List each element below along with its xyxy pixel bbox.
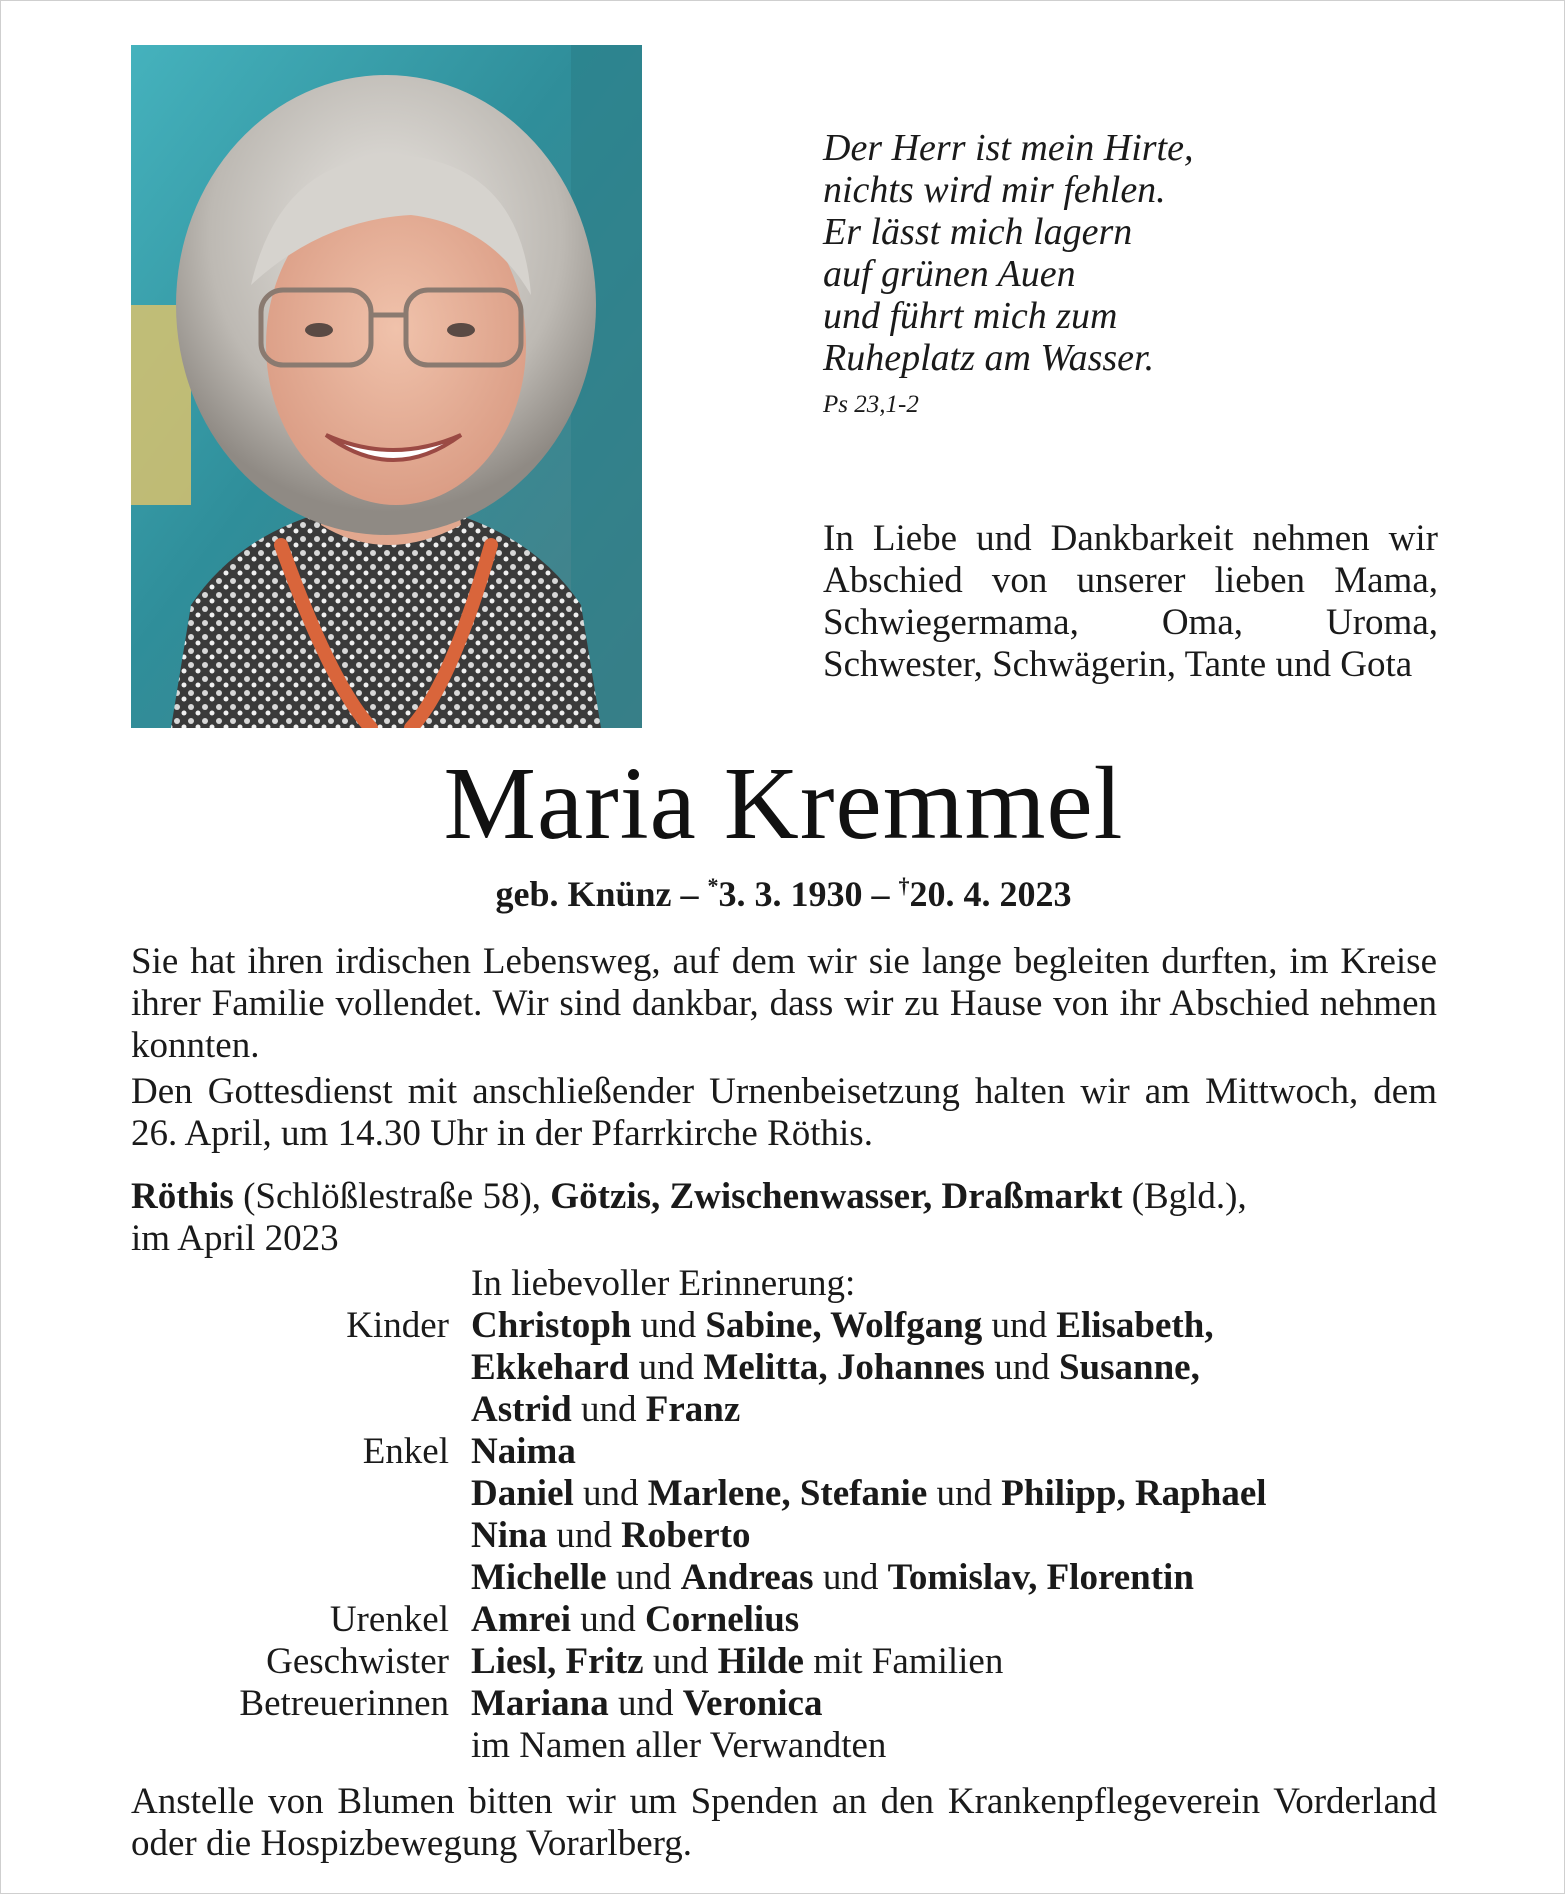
role-label: Geschwister: [266, 1641, 449, 1682]
family-footer: im Namen aller Verwandten: [471, 1725, 887, 1766]
psalm-line: auf grünen Auen: [823, 253, 1076, 295]
death-date: 20. 4. 2023: [909, 874, 1072, 914]
family-header: In liebevoller Erinnerung:: [471, 1263, 856, 1304]
portrait-illustration: [131, 45, 642, 728]
life-dates: [1, 873, 1566, 915]
psalm-line: nichts wird mir fehlen.: [823, 169, 1166, 211]
paragraph-service: Den Gottesdienst mit anschließender Urnenbeisetzung halten wir am Mittwoch, dem 26. April, um 14.30 Uhr in der Pfarrkirche Röthis.: [131, 1071, 1437, 1154]
place-towns: Götzis, Zwischenwasser, Draßmarkt: [550, 1176, 1123, 1217]
urenkel-row: [131, 1599, 1437, 1641]
family-footer-row: [131, 1725, 1437, 1767]
kinder-row: [131, 1305, 1437, 1347]
names-line: Liesl, Fritz und Hilde mit Familien: [471, 1641, 1004, 1682]
birth-symbol: *: [707, 873, 719, 898]
place-region: (Bgld.),: [1131, 1176, 1247, 1217]
geschwister-row: [131, 1641, 1437, 1683]
enkel-row: [131, 1473, 1437, 1515]
kinder-row: [131, 1347, 1437, 1389]
names-line: Amrei und Cornelius: [471, 1599, 800, 1640]
donation-note: Anstelle von Blumen bitten wir um Spenden an den Krankenpflegeverein Vorderland oder die Hospizbewegung Vorarlberg.: [131, 1781, 1437, 1864]
psalm-line: Ruheplatz am Wasser.: [823, 337, 1155, 379]
names-line: Naima: [471, 1431, 576, 1472]
role-label: Urenkel: [329, 1599, 449, 1640]
paragraph-life: Sie hat ihren irdischen Lebensweg, auf dem wir sie lange begleiten durften, im Kreise ihrer Familie vollendet. Wir sind dankbar, dass wir zu Hause von ihr Abschied nehmen konnten.: [131, 941, 1437, 1066]
kinder-row: [131, 1389, 1437, 1431]
role-label: Enkel: [362, 1431, 449, 1472]
role-label: Betreuerinnen: [239, 1683, 449, 1724]
separator: –: [680, 874, 699, 914]
family-list: [131, 1263, 1437, 1767]
psalm-reference: Ps 23,1-2: [823, 391, 919, 418]
names-line: Daniel und Marlene, Stefanie und Philipp, Raphael: [471, 1473, 1267, 1514]
names-line: Nina und Roberto: [471, 1515, 751, 1556]
psalm-line: Der Herr ist mein Hirte,: [823, 127, 1194, 169]
portrait-photo: [131, 45, 642, 728]
names-line: Christoph und Sabine, Wolfgang und Elisabeth,: [471, 1305, 1214, 1346]
intro-text: In Liebe und Dankbarkeit nehmen wir Abschied von unserer lieben Mama, Schwiegermama, Oma, Uroma, Schwester, Schwägerin, Tante und Gota: [823, 518, 1438, 685]
names-line: Ekkehard und Melitta, Johannes und Susanne,: [471, 1347, 1200, 1388]
role-label: Kinder: [346, 1305, 449, 1346]
psalm-line: und führt mich zum: [823, 295, 1118, 337]
maiden-name: geb. Knünz: [495, 874, 672, 914]
place-line: [131, 1176, 1437, 1260]
psalm-verse: [823, 127, 1343, 379]
psalm-line: Er lässt mich lagern: [823, 211, 1133, 253]
deceased-name: Maria Kremmel: [443, 746, 1124, 861]
betreuerinnen-row: [131, 1683, 1437, 1725]
place-date: im April 2023: [131, 1218, 339, 1259]
separator: –: [871, 874, 890, 914]
enkel-row: [131, 1515, 1437, 1557]
names-line: Astrid und Franz: [471, 1389, 741, 1430]
place-detail: (Schlößlestraße 58),: [243, 1176, 542, 1217]
names-line: Mariana und Veronica: [471, 1683, 823, 1724]
family-header-row: [131, 1263, 1437, 1305]
enkel-row: [131, 1557, 1437, 1599]
death-symbol: †: [898, 873, 910, 898]
enkel-row: [131, 1431, 1437, 1473]
place-main: Röthis: [131, 1176, 234, 1217]
names-line: Michelle und Andreas und Tomislav, Florentin: [471, 1557, 1194, 1598]
birth-date: 3. 3. 1930: [718, 874, 863, 914]
